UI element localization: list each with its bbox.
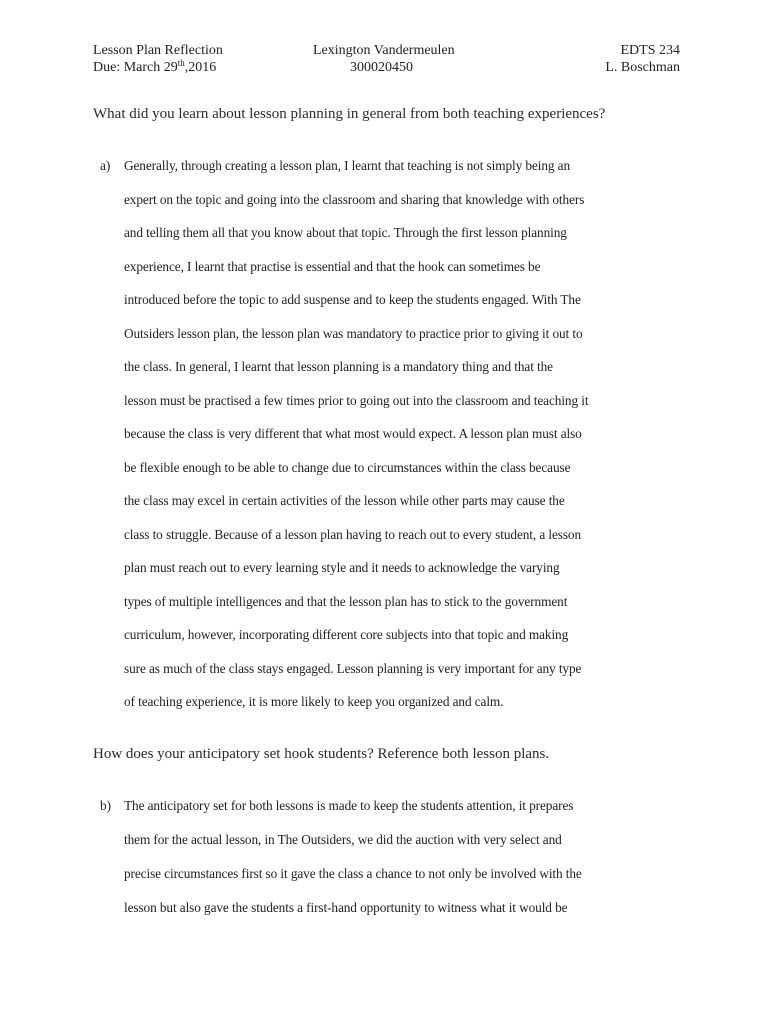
answer-line: types of multiple intelligences and that the lesson plan has to stick to the government — [124, 593, 568, 609]
question-1: What did you learn about lesson planning in general from both teaching experiences? — [93, 106, 606, 122]
answer-line: Outsiders lesson plan, the lesson plan was mandatory to practice prior to giving it out to — [124, 325, 583, 341]
answer-line: class to struggle. Because of a lesson plan having to reach out to every student, a lesson — [124, 526, 582, 542]
answer-line: introduced before the topic to add suspense and to keep the students engaged. With The — [124, 292, 581, 307]
instructor-name: L. Boschman — [605, 60, 680, 75]
answer-line: lesson but also gave the students a first-hand opportunity to witness what it would be — [124, 900, 568, 915]
answer-line: of teaching experience, it is more likely to keep you organized and calm. — [124, 694, 504, 709]
answer-line: be flexible enough to be able to change due to circumstances within the class because — [124, 459, 571, 475]
list-marker: b) — [100, 798, 112, 813]
answer-line: precise circumstances first so it gave the class a chance to not only be involved with the — [124, 866, 582, 881]
course-code: EDTS 234 — [620, 43, 680, 58]
answer-line: plan must reach out to every learning style and it needs to acknowledge the varying — [124, 560, 560, 575]
answer-line: sure as much of the class stays engaged. Lesson planning is very important for any type — [124, 660, 582, 676]
answer-line: Generally, through creating a lesson plan, I learnt that teaching is not simply being an — [124, 158, 570, 173]
answer-line: expert on the topic and going into the classroom and sharing that knowledge with others — [124, 191, 585, 207]
answer-line: because the class is very different that what most would expect. A lesson plan must also — [124, 426, 582, 441]
due-date: Due: March 29th,2016 — [93, 58, 217, 75]
answer-line: lesson must be practised a few times prior to going out into the classroom and teaching it — [124, 392, 589, 408]
course-assignment-title: Lesson Plan Reflection — [93, 43, 223, 58]
answer-line: them for the actual lesson, in The Outsiders, we did the auction with very select and — [124, 832, 562, 847]
answer-line: the class may excel in certain activities of the lesson while other parts may cause the — [124, 493, 565, 508]
author-name: Lexington Vandermeulen — [313, 43, 455, 58]
question-2: How does your anticipatory set hook students? Reference both lesson plans. — [93, 746, 550, 762]
answer-line: and telling them all that you know about that topic. Through the first lesson planning — [124, 225, 567, 240]
answer-line: experience, I learnt that practise is essential and that the hook can sometimes be — [124, 258, 541, 274]
student-id: 300020450 — [350, 60, 413, 75]
answer-line: the class. In general, I learnt that lesson planning is a mandatory thing and that the — [124, 359, 553, 374]
answer-line: The anticipatory set for both lessons is made to keep the students attention, it prepares — [124, 798, 574, 813]
answer-line: curriculum, however, incorporating different core subjects into that topic and making — [124, 627, 569, 642]
list-marker: a) — [100, 158, 111, 173]
